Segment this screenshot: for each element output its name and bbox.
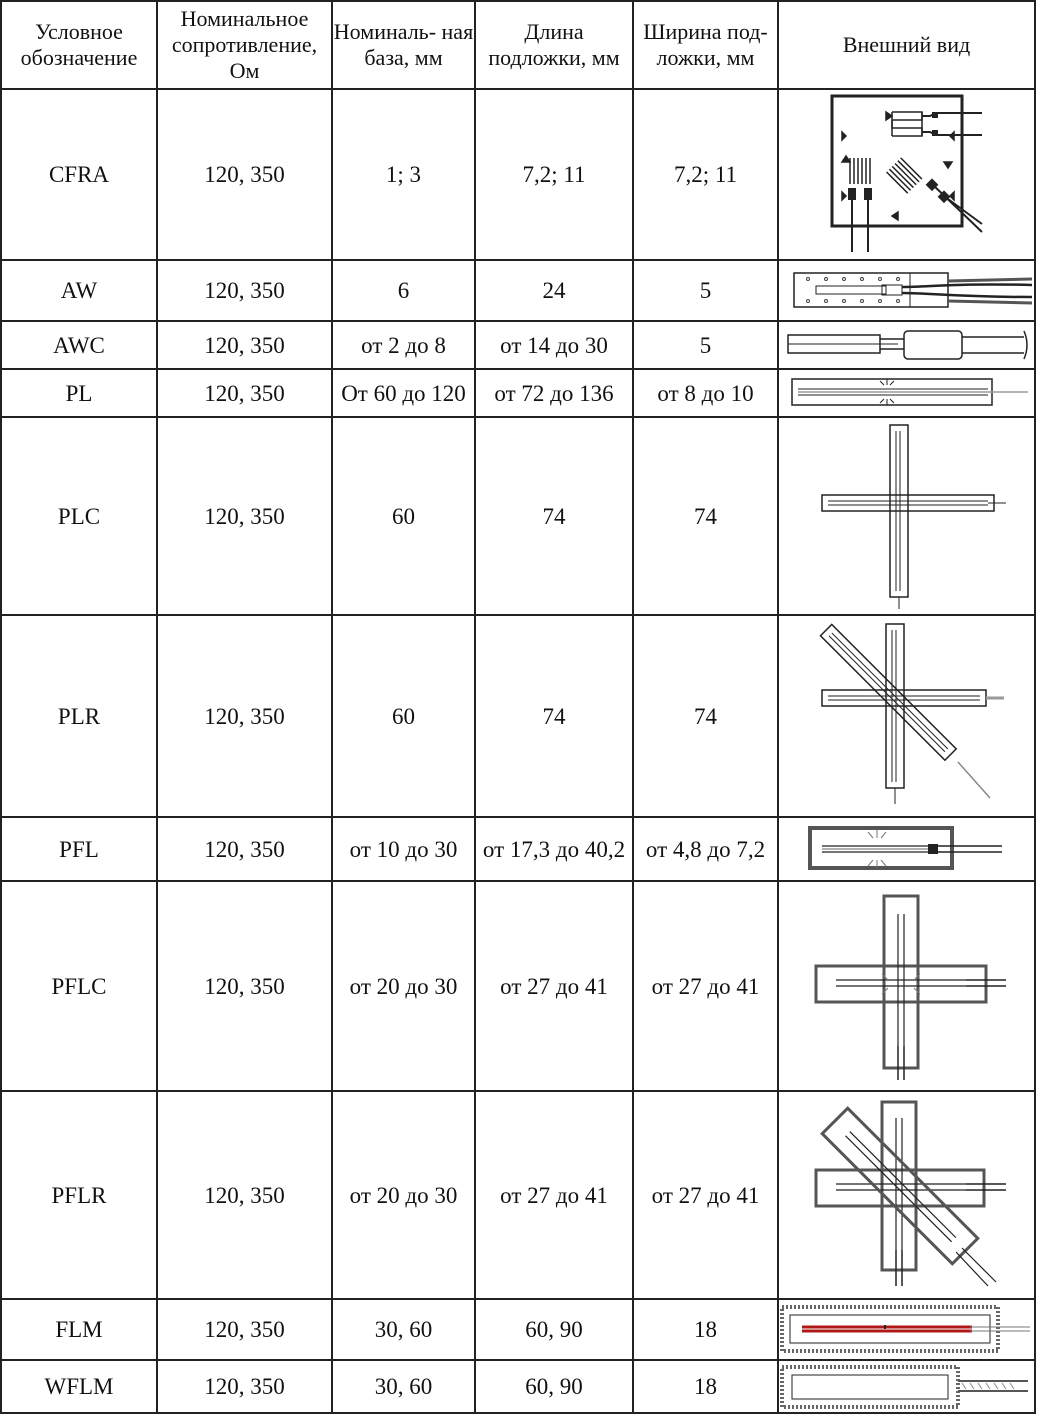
table-row [1, 89, 1035, 260]
cell-code: PLC [1, 417, 157, 615]
cell-width: от 8 до 10 [633, 369, 778, 417]
cell-image [778, 1360, 1035, 1413]
cell-width: 5 [633, 321, 778, 369]
cell-image [778, 1299, 1035, 1360]
cell-base: 60 [332, 615, 475, 817]
flm-gauge-icon [780, 1303, 1034, 1357]
rosette-cross-gauge-icon [782, 618, 1032, 814]
header-length: Длина подложки, мм [475, 1, 633, 89]
cell-code: PFLC [1, 881, 157, 1091]
cross-gauge-icon [782, 421, 1032, 611]
cell-image [778, 369, 1035, 417]
cell-image [778, 321, 1035, 369]
cell-image [778, 89, 1035, 260]
cell-base: от 20 до 30 [332, 1091, 475, 1299]
cable-gauge-icon [782, 325, 1032, 365]
cell-base: 30, 60 [332, 1299, 475, 1360]
cell-width: от 4,8 до 7,2 [633, 817, 778, 881]
foil-cross-gauge-icon [782, 886, 1032, 1086]
cell-base: от 2 до 8 [332, 321, 475, 369]
cell-resistance: 120, 350 [157, 1360, 332, 1413]
cell-width: 74 [633, 615, 778, 817]
cell-resistance: 120, 350 [157, 817, 332, 881]
header-width: Ширина под- ложки, мм [633, 1, 778, 89]
table-row [1, 1360, 1035, 1413]
cell-width: 74 [633, 417, 778, 615]
cell-length: 60, 90 [475, 1360, 633, 1413]
cell-code: PLR [1, 615, 157, 817]
table-row [1, 417, 1035, 615]
header-resistance: Номинальное сопротивление, Ом [157, 1, 332, 89]
table-row [1, 369, 1035, 417]
cell-image [778, 615, 1035, 817]
cell-width: 7,2; 11 [633, 89, 778, 260]
cell-resistance: 120, 350 [157, 369, 332, 417]
cell-width: от 27 до 41 [633, 881, 778, 1091]
cell-width: от 27 до 41 [633, 1091, 778, 1299]
cell-resistance: 120, 350 [157, 89, 332, 260]
cell-resistance: 120, 350 [157, 417, 332, 615]
cell-resistance: 120, 350 [157, 260, 332, 321]
cell-image [778, 260, 1035, 321]
cell-image [778, 881, 1035, 1091]
cell-base: 60 [332, 417, 475, 615]
cell-length: 74 [475, 417, 633, 615]
table-row [1, 1299, 1035, 1360]
cell-code: FLM [1, 1299, 157, 1360]
cell-code: AW [1, 260, 157, 321]
cell-code: PFL [1, 817, 157, 881]
table-row [1, 817, 1035, 881]
cell-width: 18 [633, 1360, 778, 1413]
cell-base: от 10 до 30 [332, 817, 475, 881]
cell-base: От 60 до 120 [332, 369, 475, 417]
table-row [1, 1091, 1035, 1299]
cell-code: WFLM [1, 1360, 157, 1413]
cell-resistance: 120, 350 [157, 615, 332, 817]
table-row [1, 615, 1035, 817]
long-gauge-icon [782, 373, 1032, 413]
cell-length: 74 [475, 615, 633, 817]
cell-image [778, 1091, 1035, 1299]
header-appearance: Внешний вид [778, 1, 1035, 89]
cell-resistance: 120, 350 [157, 1091, 332, 1299]
cell-width: 5 [633, 260, 778, 321]
cell-length: 60, 90 [475, 1299, 633, 1360]
foil-gauge-icon [782, 822, 1032, 876]
cell-base: 6 [332, 260, 475, 321]
wflm-gauge-icon [780, 1363, 1034, 1411]
cell-length: 7,2; 11 [475, 89, 633, 260]
foil-rosette-gauge-icon [782, 1096, 1032, 1294]
cell-resistance: 120, 350 [157, 1299, 332, 1360]
cell-width: 18 [633, 1299, 778, 1360]
cell-base: 30, 60 [332, 1360, 475, 1413]
cell-length: от 27 до 41 [475, 1091, 633, 1299]
rosette-gauge-icon [782, 92, 1032, 257]
cell-resistance: 120, 350 [157, 321, 332, 369]
cell-length: от 17,3 до 40,2 [475, 817, 633, 881]
cell-code: PFLR [1, 1091, 157, 1299]
cell-length: от 14 до 30 [475, 321, 633, 369]
cell-length: от 27 до 41 [475, 881, 633, 1091]
table-row [1, 260, 1035, 321]
header-base: Номиналь- ная база, мм [332, 1, 475, 89]
table-row [1, 321, 1035, 369]
cell-base: 1; 3 [332, 89, 475, 260]
table-header-row [1, 1, 1035, 89]
cell-base: от 20 до 30 [332, 881, 475, 1091]
cell-code: AWC [1, 321, 157, 369]
cell-code: PL [1, 369, 157, 417]
header-designation: Условное обозначение [1, 1, 157, 89]
cell-image [778, 417, 1035, 615]
cell-length: от 72 до 136 [475, 369, 633, 417]
weldable-gauge-icon [782, 267, 1032, 315]
cell-length: 24 [475, 260, 633, 321]
cell-image [778, 817, 1035, 881]
table-row [1, 881, 1035, 1091]
cell-code: CFRA [1, 89, 157, 260]
cell-resistance: 120, 350 [157, 881, 332, 1091]
